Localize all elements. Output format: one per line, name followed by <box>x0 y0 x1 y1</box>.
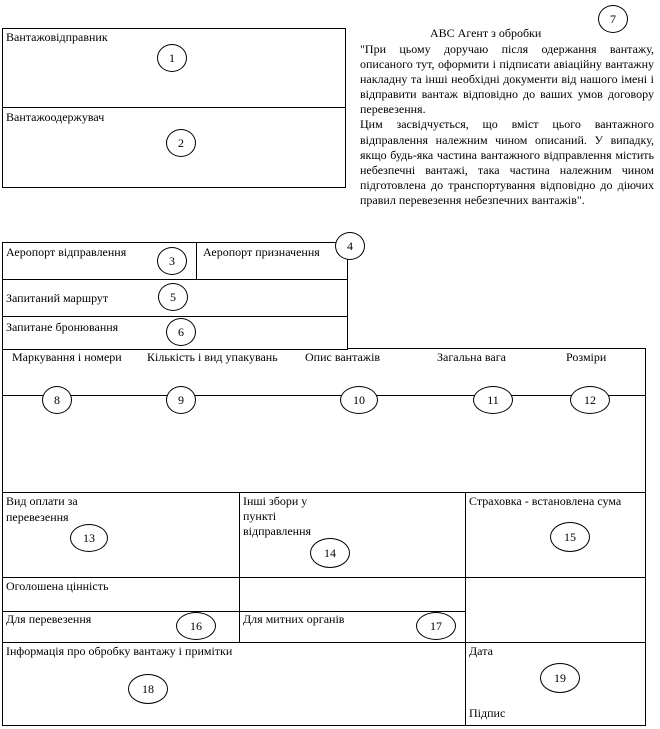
other-charges-label-line3: відправлення <box>243 524 312 538</box>
field-number-7: 7 <box>598 5 628 33</box>
booking-divider <box>2 316 348 317</box>
signature-label: Підпис <box>469 706 506 720</box>
agent-declaration-para1: "При цьому доручаю після одержання вантажу, описаного тут, оформити і підписати авіаційну вантажну накладну та інші необхідні документи від нашого імені і відправити вантаж відповідно до ваших умов договору перевезення. <box>360 42 654 117</box>
insurance-label: Страховка - встановлена сума <box>469 494 622 508</box>
booking-label: Запитане бронювання <box>6 320 119 334</box>
agent-title: АВС Агент з обробки <box>430 26 542 40</box>
airport-divider <box>196 242 197 279</box>
customs-label: Для митних органів <box>243 612 345 626</box>
gross-weight-label: Загальна вага <box>437 350 506 364</box>
field-number-19: 19 <box>540 663 580 693</box>
field-number-18: 18 <box>128 674 168 704</box>
date-label: Дата <box>469 644 493 658</box>
other-charges-label-line1: Інші збори у <box>243 494 308 508</box>
field-number-16: 16 <box>176 612 216 640</box>
payment-divider <box>239 492 240 642</box>
declared-value-label: Оголошена цінність <box>6 579 109 593</box>
field-number-10: 10 <box>340 386 378 414</box>
field-number-3: 3 <box>157 247 187 275</box>
shipper-label: Вантажовідправник <box>6 30 108 44</box>
handling-label: Інформація про обробку вантажу і примітки <box>6 644 233 658</box>
cargo-left-border <box>2 348 3 493</box>
payment-label-line1: Вид оплати за <box>6 494 78 508</box>
marks-numbers-label: Маркування і номери <box>12 350 122 364</box>
goods-description-label: Опис вантажів <box>305 350 381 364</box>
payment-label-line2: перевезення <box>6 510 69 524</box>
cargo-header-line <box>2 395 645 396</box>
field-number-2: 2 <box>166 129 196 157</box>
insurance-bottom-line <box>465 577 646 578</box>
packages-label: Кількість і вид упакувань <box>147 350 278 364</box>
consignee-label: Вантажоодержувач <box>6 110 105 124</box>
field-number-14: 14 <box>310 538 350 568</box>
agent-declaration <box>360 42 654 208</box>
carriage-label: Для перевезення <box>6 612 92 626</box>
shipper-consignee-divider <box>2 107 346 108</box>
route-divider <box>2 279 348 280</box>
field-number-6: 6 <box>166 318 196 346</box>
destination-airport-label: Аеропорт призначення <box>203 245 320 259</box>
other-charges-label-line2: пункті <box>243 509 277 523</box>
field-number-4: 4 <box>335 232 365 260</box>
cargo-top-border <box>348 348 646 349</box>
field-number-12: 12 <box>570 386 610 414</box>
field-number-5: 5 <box>158 283 188 311</box>
field-number-11: 11 <box>473 386 513 414</box>
route-label: Запитаний маршрут <box>6 291 109 305</box>
field-number-8: 8 <box>42 386 72 414</box>
field-number-1: 1 <box>157 44 187 72</box>
field-number-15: 15 <box>550 522 590 552</box>
field-number-9: 9 <box>166 386 196 414</box>
departure-airport-label: Аеропорт відправлення <box>6 245 127 259</box>
dimensions-label: Розміри <box>566 350 607 364</box>
agent-declaration-para2: Цим засвідчується, що вміст цього вантажного відправлення належним чином описаний. У випадку, якщо будь-яка частина вантажного відправлення містить небезпечні вантажі, така частина належним чином підготовлена до транспортування відповідно до діючих правил перевезення небезпечних вантажів". <box>360 117 654 207</box>
field-number-13: 13 <box>70 524 108 552</box>
handling-top-line <box>2 642 646 643</box>
field-number-17: 17 <box>416 612 456 640</box>
insurance-divider <box>465 492 466 726</box>
declared-value-top-line <box>2 577 465 578</box>
